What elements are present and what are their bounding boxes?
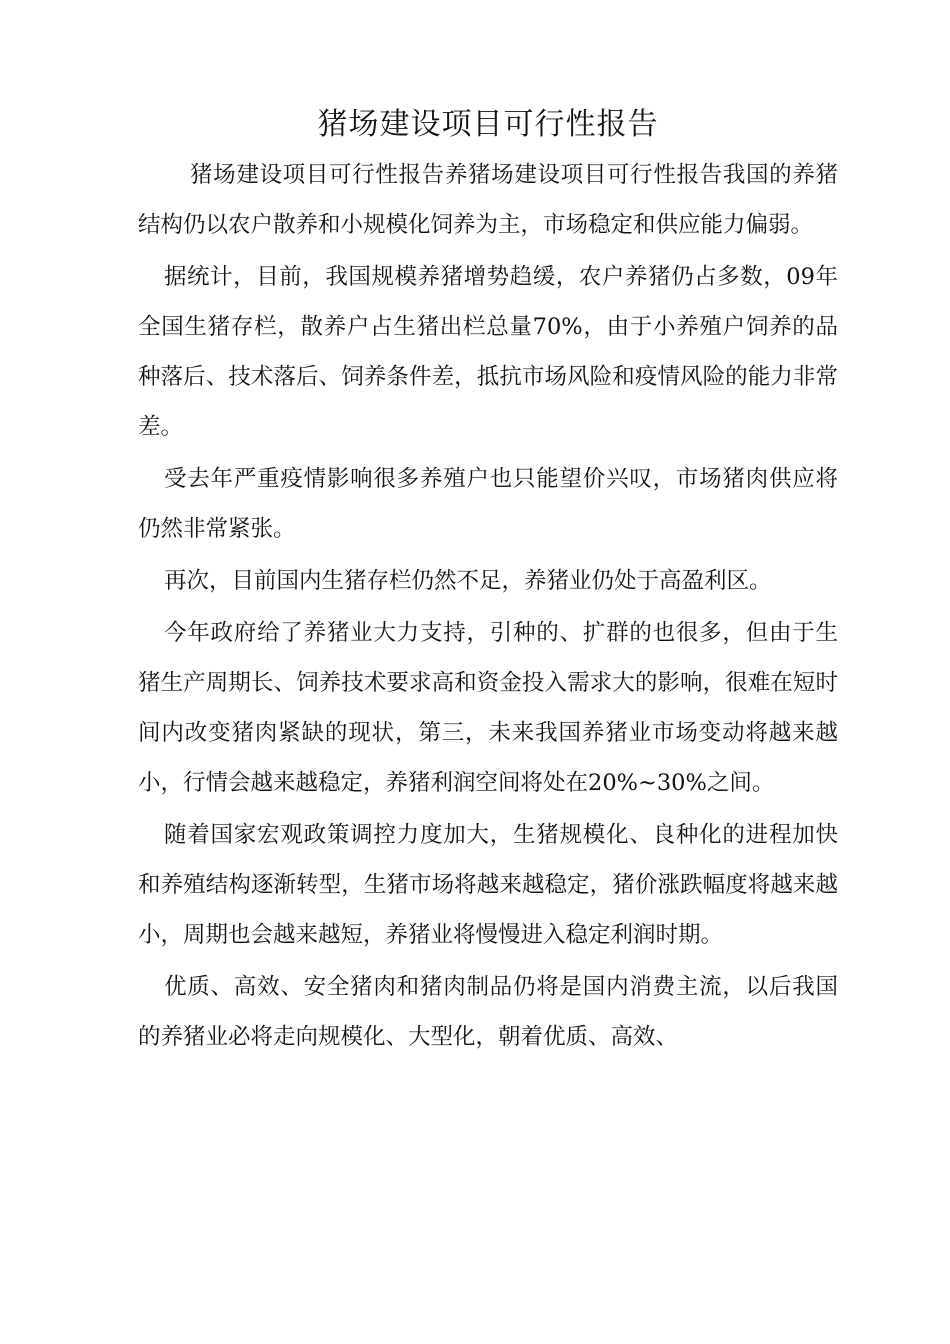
paragraph-7: 优质、高效、安全猪肉和猪肉制品仍将是国内消费主流，以后我国的养猪业必将走向规模化、大型化，朝着优质、高效、 [138, 974, 838, 1050]
paragraph-5: 今年政府给了养猪业大力支持，引种的、扩群的也很多，但由于生猪生产周期长、饲养技术要求高和资金投入需求大的影响，很难在短时间内改变猪肉紧缺的现状，第三，未来我国养猪业市场变动将越来越小，行情会越来越稳定，养猪利润空间将处在20%~30%之间。 [138, 620, 838, 796]
paragraph-4: 再次，目前国内生猪存栏仍然不足，养猪业仍处于高盈利区。 [164, 568, 772, 594]
document-body [138, 100, 838, 1062]
paragraph-6: 随着国家宏观政策调控力度加大，生猪规模化、良种化的进程加快和养殖结构逐渐转型，生猪市场将越来越稳定，猪价涨跌幅度将越来越小，周期也会越来越短，养猪业将慢慢进入稳定利润时期。 [138, 822, 838, 948]
paragraph-1: 猪场建设项目可行性报告养猪场建设项目可行性报告我国的养猪结构仍以农户散养和小规模化饲养为主，市场稳定和供应能力偏弱。 [138, 162, 838, 238]
document-title: 猪场建设项目可行性报告 [317, 107, 659, 142]
paragraph-3: 受去年严重疫情影响很多养殖户也只能望价兴叹，市场猪肉供应将仍然非常紧张。 [138, 466, 838, 542]
paragraph-2: 据统计，目前，我国规模养猪增势趋缓，农户养猪仍占多数，09年全国生猪存栏，散养户占生猪出栏总量70%，由于小养殖户饲养的品种落后、技术落后、饲养条件差，抵抗市场风险和疫情风险的能力非常差。 [138, 264, 838, 440]
